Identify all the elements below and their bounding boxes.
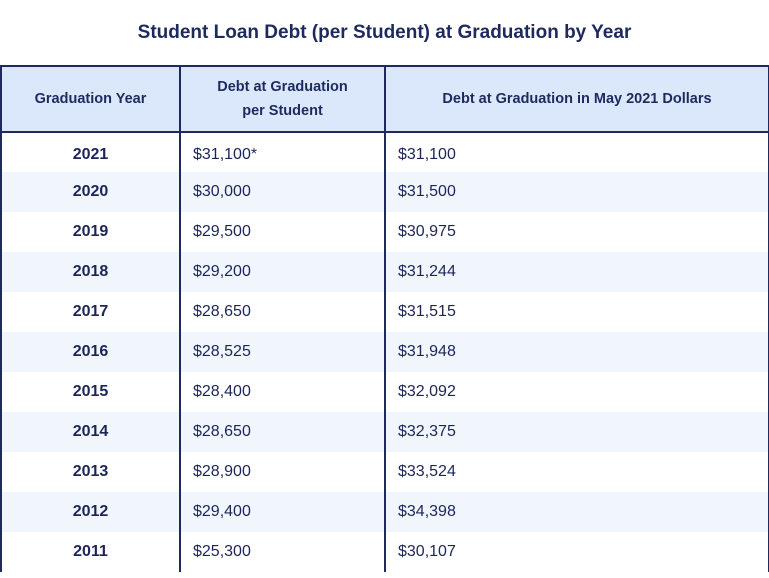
table-row — [1, 252, 769, 292]
cell-debt-per-student: $29,400 — [180, 492, 385, 532]
cell-debt-per-student: $28,650 — [180, 292, 385, 332]
header-debt-per-student: Debt at Graduation per Student — [180, 66, 385, 132]
table-row — [1, 212, 769, 252]
table-row — [1, 532, 769, 572]
cell-debt-adjusted: $30,107 — [385, 532, 769, 572]
table-row — [1, 332, 769, 372]
table-row — [1, 172, 769, 212]
table-title: Student Loan Debt (per Student) at Graduation by Year — [137, 22, 632, 43]
cell-graduation-year: 2019 — [1, 212, 180, 252]
cell-debt-adjusted: $33,524 — [385, 452, 769, 492]
header-row — [1, 66, 769, 132]
cell-graduation-year: 2021 — [1, 132, 180, 172]
cell-graduation-year: 2014 — [1, 412, 180, 452]
cell-debt-per-student: $28,400 — [180, 372, 385, 412]
table-row — [1, 412, 769, 452]
cell-debt-adjusted: $31,948 — [385, 332, 769, 372]
cell-debt-per-student: $28,900 — [180, 452, 385, 492]
cell-debt-per-student: $28,525 — [180, 332, 385, 372]
cell-debt-per-student: $28,650 — [180, 412, 385, 452]
cell-debt-per-student: $29,200 — [180, 252, 385, 292]
cell-debt-per-student: $30,000 — [180, 172, 385, 212]
cell-debt-adjusted: $32,375 — [385, 412, 769, 452]
debt-table-container — [0, 65, 768, 572]
debt-table — [0, 65, 769, 572]
table-row — [1, 372, 769, 412]
cell-graduation-year: 2020 — [1, 172, 180, 212]
cell-debt-per-student: $25,300 — [180, 532, 385, 572]
cell-debt-adjusted: $30,975 — [385, 212, 769, 252]
cell-debt-adjusted: $31,244 — [385, 252, 769, 292]
cell-debt-per-student: $29,500 — [180, 212, 385, 252]
cell-graduation-year: 2016 — [1, 332, 180, 372]
table-row — [1, 292, 769, 332]
cell-graduation-year: 2012 — [1, 492, 180, 532]
cell-graduation-year: 2011 — [1, 532, 180, 572]
cell-debt-adjusted: $31,100 — [385, 132, 769, 172]
cell-graduation-year: 2017 — [1, 292, 180, 332]
header-graduation-year: Graduation Year — [1, 66, 180, 132]
cell-graduation-year: 2015 — [1, 372, 180, 412]
cell-debt-per-student: $31,100* — [180, 132, 385, 172]
cell-debt-adjusted: $31,515 — [385, 292, 769, 332]
cell-graduation-year: 2013 — [1, 452, 180, 492]
cell-graduation-year: 2018 — [1, 252, 180, 292]
table-header — [1, 66, 769, 132]
table-row — [1, 492, 769, 532]
cell-debt-adjusted: $34,398 — [385, 492, 769, 532]
table-body — [1, 132, 769, 572]
table-row — [1, 132, 769, 172]
header-debt-adjusted: Debt at Graduation in May 2021 Dollars — [385, 66, 769, 132]
cell-debt-adjusted: $32,092 — [385, 372, 769, 412]
cell-debt-adjusted: $31,500 — [385, 172, 769, 212]
table-row — [1, 452, 769, 492]
